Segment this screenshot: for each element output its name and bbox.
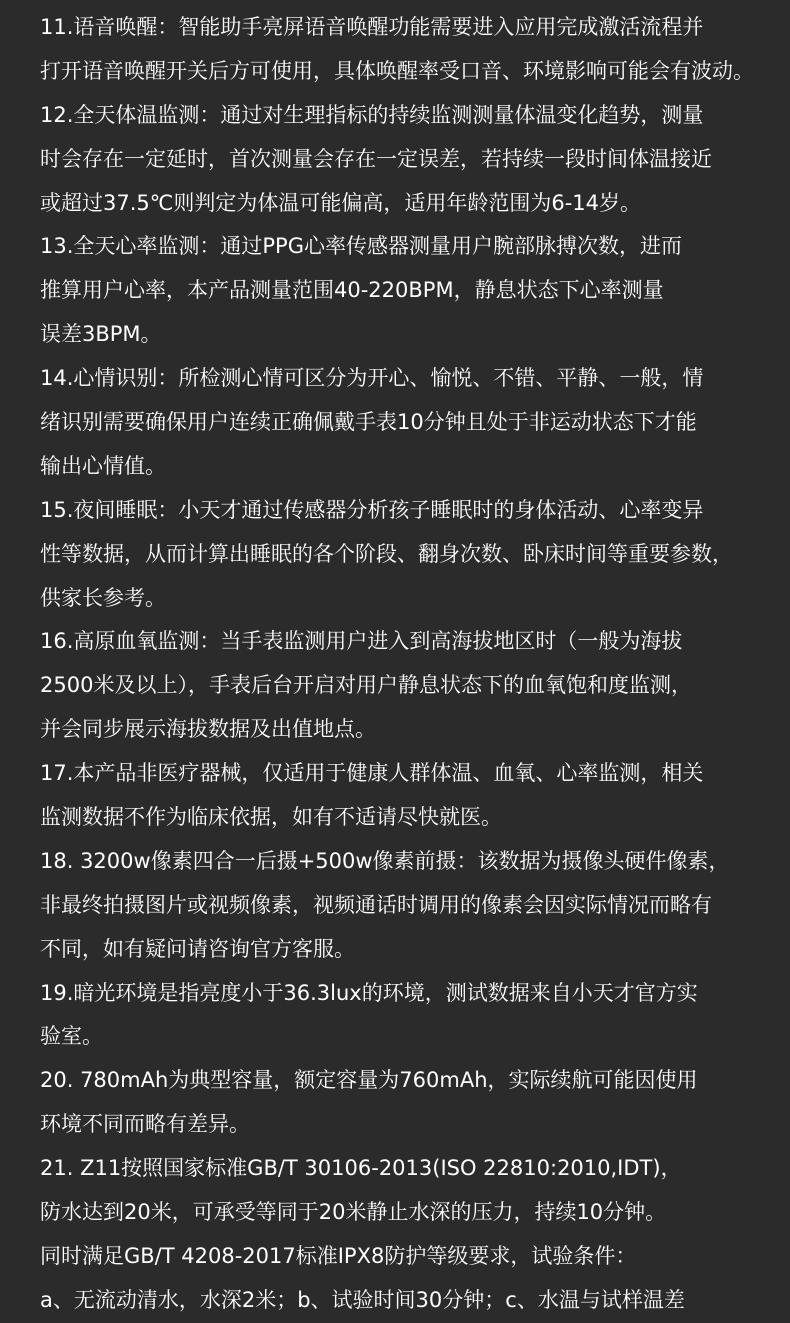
note-line: a、无流动清水，水深2米；b、试验时间30分钟；c、水温与试样温差 (40, 1287, 685, 1312)
note-line: 时会存在一定延时，首次测量会存在一定误差，若持续一段时间体温接近 (40, 146, 712, 171)
note-line: 19.暗光环境是指亮度小于36.3lux的环境，测试数据来自小天才官方实 (40, 980, 698, 1005)
note-line: 非最终拍摄图片或视频像素，视频通话时调用的像素会因实际情况而略有 (40, 892, 712, 917)
note-line: 12.全天体温监测：通过对生理指标的持续监测测量体温变化趋势，测量 (40, 102, 704, 127)
note-line: 防水达到20米，可承受等同于20米静止水深的压力，持续10分钟。 (40, 1200, 667, 1225)
note-line: 14.心情识别：所检测心情可区分为开心、愉悦、不错、平静、一般，情 (40, 366, 704, 391)
note-line: 13.全天心率监测：通过PPG心率传感器测量用户腕部脉搏次数，进而 (40, 234, 682, 259)
note-line: 15.夜间睡眠：小天才通过传感器分析孩子睡眠时的身体活动、心率变异 (40, 497, 704, 522)
note-line: 推算用户心率，本产品测量范围40-220BPM，静息状态下心率测量 (40, 278, 664, 303)
note-line: 16.高原血氧监测：当手表监测用户进入到高海拔地区时（一般为海拔 (40, 629, 683, 654)
note-line: 20. 780mAh为典型容量，额定容量为760mAh，实际续航可能因使用 (40, 1068, 698, 1093)
note-line: 18. 3200w像素四合一后摄+500w像素前摄：该数据为摄像头硬件像素， (40, 848, 730, 873)
note-line: 并会同步展示海拔数据及出值地点。 (40, 717, 376, 742)
note-line: 11.语音唤醒：智能助手亮屏语音唤醒功能需要进入应用完成激活流程并 (40, 15, 704, 39)
note-line: 21. Z11按照国家标准GB/T 30106-2013(ISO 22810:2010,IDT)， (40, 1156, 682, 1181)
note-line: 17.本产品非医疗器械，仅适用于健康人群体温、血氧、心率监测，相关 (40, 761, 704, 786)
note-line: 绪识别需要确保用户连续正确佩戴手表10分钟且处于非运动状态下才能 (40, 410, 697, 435)
note-line: 输出心情值。 (40, 453, 166, 478)
note-line: 打开语音唤醒开关后方可使用，具体唤醒率受口音、环境影响可能会有波动。 (40, 58, 754, 83)
note-line: 或超过37.5℃则判定为体温可能偏高，适用年龄范围为6-14岁。 (40, 190, 641, 215)
note-line: 不同，如有疑问请咨询官方客服。 (40, 936, 355, 961)
note-line: 监测数据不作为临床依据，如有不适请尽快就医。 (40, 805, 502, 830)
note-line: 性等数据，从而计算出睡眠的各个阶段、翻身次数、卧床时间等重要参数， (40, 541, 733, 566)
note-line: 环境不同而略有差异。 (40, 1112, 250, 1137)
note-line: 供家长参考。 (40, 585, 166, 610)
note-line: 2500米及以上），手表后台开启对用户静息状态下的血氧饱和度监测， (40, 673, 692, 698)
note-line: 验室。 (40, 1024, 103, 1049)
note-line: 误差3BPM。 (40, 322, 162, 347)
note-line: 同时满足GB/T 4208-2017标准IPX8防护等级要求，试验条件： (40, 1243, 637, 1268)
